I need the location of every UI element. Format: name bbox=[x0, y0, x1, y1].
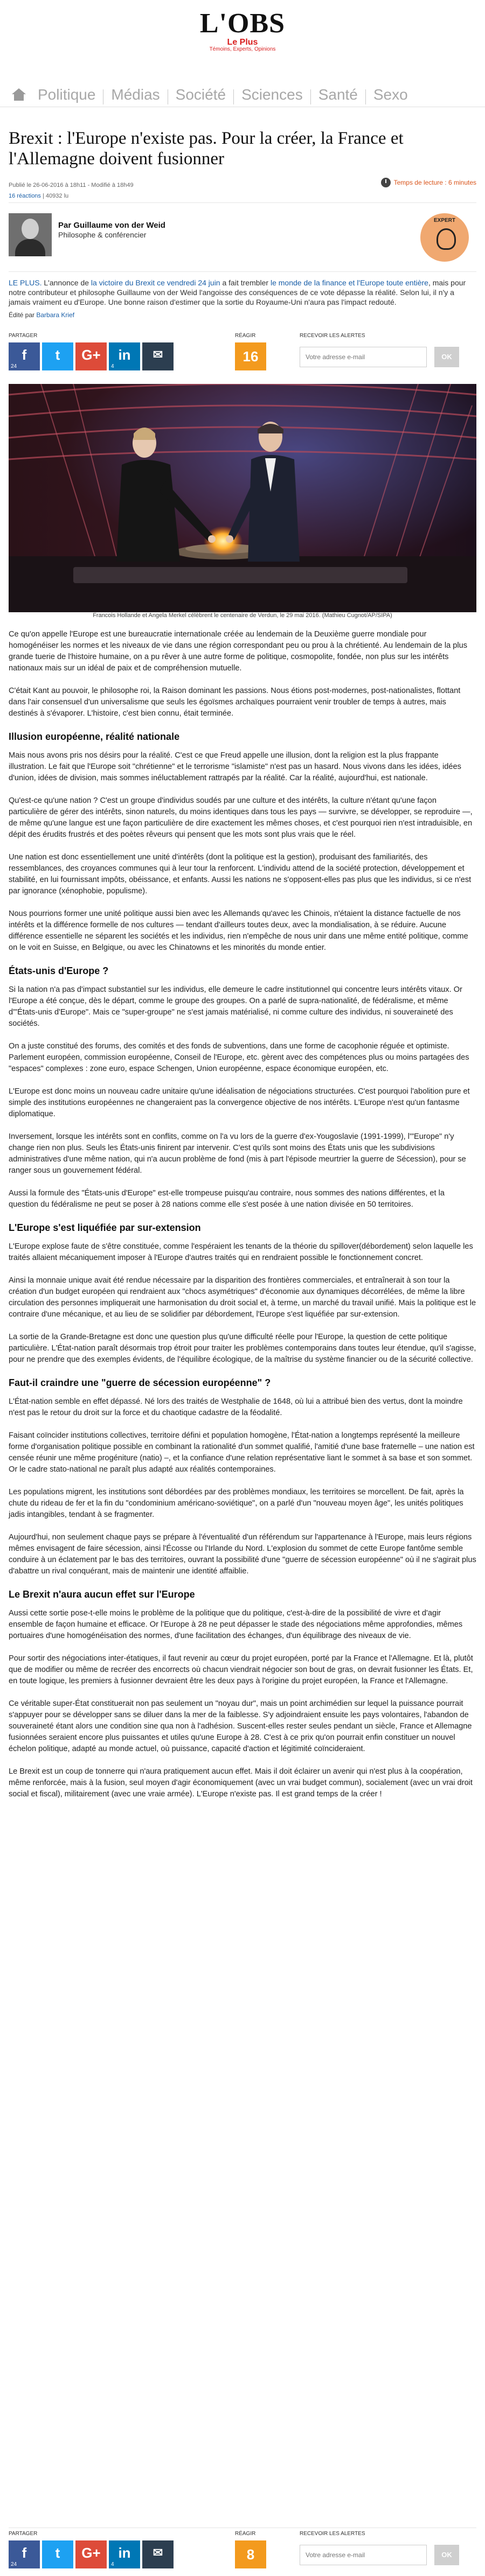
clock-icon bbox=[381, 178, 391, 187]
react-label: RÉAGIR bbox=[235, 333, 256, 339]
editor-name[interactable]: Barbara Krief bbox=[36, 311, 75, 319]
reading-time-label: Temps de lecture : 6 minutes bbox=[393, 179, 476, 186]
body-paragraph: Les populations migrent, les institutions sont débordées par des problèmes mondiaux, les territoires se morcellent. De fait, après la chute du rideau de fer et la fin du "condominium américano-soviétique", on a parlé d'un "nouveau moyen âge", les unités politiques jadis intangibles, tendant à se fragmenter. bbox=[9, 1488, 464, 1519]
email-share-button[interactable]: ✉ bbox=[142, 342, 174, 370]
alerts-label: RECEVOIR LES ALERTES bbox=[300, 333, 365, 339]
body-subheading: Illusion européenne, réalité nationale bbox=[9, 731, 180, 742]
divider bbox=[9, 202, 476, 203]
photo-caption: Francois Hollande et Angela Merkel célèbrent le centenaire de Verdun, le 29 mai 2016. (Mathieu Cugnot/AP/SIPA) bbox=[93, 612, 392, 619]
body-paragraph: Faisant coïncider institutions collectives, territoire défini et population homogène, l'État-nation a longtemps représenté la meilleure forme d'organisation politique possible en combinant la rationalité d'un sommet qualifié, l'amitié d'une base fraternelle – une nation est censée réunir une même progéniture (natio) –, et la confiance d'une relation représentative liant le sommet à sa base et son sommet. Or le cadre stato-national ne paraît plus adapté aux réalités contemporaines. bbox=[9, 1431, 475, 1474]
article-photo bbox=[9, 384, 476, 612]
body-paragraph: L'État-nation semble en effet dépassé. Né lors des traités de Westphalie de 1648, où lui a attribué bien des vertus, dont la moindre n'est pas le retour du droit sur la force et du chaotique cadastre de la féodalité. bbox=[9, 1397, 463, 1417]
react-button[interactable]: 8 bbox=[235, 2540, 266, 2568]
share-bar-top bbox=[9, 333, 476, 376]
nav-item-sexo[interactable]: Sexo bbox=[373, 86, 408, 103]
edited-by bbox=[9, 311, 74, 319]
lead-text: , mais pour notre contributeur et philosophe Guillaume von der Weid l'angoisse des conséquences de ce vote dépasse la réalité. Selon lui, il n'y a jamais vraiment eu d'Europe. Une bonne raison d'estimer que la sortie du Royaume-Uni n'aura pas l'impact redouté. bbox=[9, 278, 466, 306]
body-paragraph: Ce qu'on appelle l'Europe est une bureaucratie internationale créée au lendemain de la Deuxième guerre mondiale pour homogénéiser les normes et les niveaux de vie dans une région correspondant peu ou prou à la chrétienté. Au lendemain de la plus grande tuerie de l'histoire humaine, on a pu rêver à une autre forme de politique, cosmopolite, fondée, non plus sur les intérêts nationaux mais sur un idéal de paix et de compréhension mutuelle. bbox=[9, 630, 468, 673]
twitter-share-button[interactable]: t bbox=[42, 2540, 73, 2568]
expert-badge-label: EXPERT bbox=[433, 218, 455, 223]
site-header bbox=[0, 0, 485, 52]
linkedin-count: 4 bbox=[111, 2561, 114, 2567]
linkedin-share-button[interactable]: in 4 bbox=[109, 2540, 140, 2568]
divider bbox=[9, 271, 476, 272]
body-paragraph: Nous pourrions former une unité politique aussi bien avec les Allemands qu'avec les Chinois, n'étaient la distance factuelle de nos intérêts et la différence formelle de nos cultures — tendant d'ailleurs toutes deux, avec la mondialisation, à se réduire. Aucune différence essentielle ne séparent les sociétés et les individus, rien n'empêche de nous unir dans une même entité politique, comme on le voit en Suisse, en Belgique, ou avec les Chinatowns et les minorités du monde entier. bbox=[9, 909, 468, 952]
share-label: PARTAGER bbox=[9, 333, 38, 339]
stats-separator: | bbox=[43, 193, 46, 199]
article-title: Brexit : l'Europe n'existe pas. Pour la créer, la France et l'Allemagne doivent fusionner bbox=[9, 129, 404, 169]
author-byline bbox=[58, 221, 165, 230]
body-paragraph: Qu'est-ce qu'une nation ? C'est un groupe d'individus soudés par une culture et des intérêts, la culture n'étant qu'une façon particulière de gérer des intérêts, sinon naturels, du moins identiques dans tous les pays — survivre, se développer, se reproduire —, de même qu'une langue est une façon particulière de dire exactement les mêmes choses, et c'est pourquoi rien n'est intraduisible, en dépit des érudits frustrés et des poètes rêveurs qui pensent que les mots sont plus vrais que le réel. bbox=[9, 796, 473, 839]
author-role: Philosophe & conférencier bbox=[58, 230, 147, 239]
site-tagline: Témoins, Experts, Opinions bbox=[209, 46, 276, 52]
react-label: RÉAGIR bbox=[235, 2531, 256, 2537]
alerts-email-input[interactable] bbox=[300, 347, 427, 367]
share-label: PARTAGER bbox=[9, 2531, 38, 2537]
linkedin-count: 4 bbox=[111, 363, 114, 369]
body-subheading: Le Brexit n'aura aucun effet sur l'Europe bbox=[9, 1589, 195, 1600]
nav-item-politique[interactable]: Politique bbox=[38, 86, 96, 103]
lightbulb-icon bbox=[436, 228, 456, 250]
body-paragraph: On a juste constitué des forums, des comités et des fonds de subventions, dans une forme de cacophonie réguée et optimiste. Parlement européen, commission européenne, Conseil de l'Europe, etc. gèrent avec des compétences plus ou moins partagées des "espaces" complexes : zone euro, espace Schengen, Union européenne, espace économique européen, etc. bbox=[9, 1042, 469, 1073]
body-paragraph: Si la nation n'a pas d'impact substantiel sur les individus, elle demeure le cadre institutionnel qui concentre leurs intérêts vitaux. Or l'Europe a été conçue, dès le départ, comme le groupe des groupes. On a parlé de supra-nationalité, de fédéralisme, et même d'"États-unis d'Europe". Mais ce "super-groupe" ne s'est jamais matérialisé, ni comme culture des individus, ni souveraineté des sociétés. bbox=[9, 985, 462, 1028]
reactions-link[interactable]: 16 réactions bbox=[9, 193, 41, 199]
lead-prefix: LE PLUS. bbox=[9, 278, 44, 287]
expert-badge bbox=[420, 213, 469, 262]
googleplus-share-button[interactable]: G+ bbox=[75, 342, 107, 370]
site-logo[interactable]: L'OBS bbox=[199, 8, 286, 39]
body-paragraph: L'Europe est donc moins un nouveau cadre unitaire qu'une idéalisation de négociations structurées. C'est pourquoi l'abolition pure et simple des institutions européennes ne changeraient pas la convergence objective de nos intérêts. L'Europe n'est qu'un fantasme diplomatique. bbox=[9, 1087, 470, 1118]
body-subheading: États-unis d'Europe ? bbox=[9, 965, 109, 976]
article-lead bbox=[9, 278, 476, 307]
body-paragraph: Ce véritable super-État constituerait non pas seulement un "noyau dur", mais un point archimédien sur lequel la puissance pourrait s'appuyer pour se développer sans se diluer dans la mer de la faiblesse. S'y adjoindraient ensuite les pays volontaires, l'abandon de souveraineté étant alors une condition sine qua non à l'adhésion. Suscent-elles rester seules pendant un siècle, France et Allemagne fusionnées seraient encore plus puissantes et utiles qu'une Europe à 28. C'est à ce prix qu'on pourrait enfin constituer un nouvel échelon politique, adapté au monde actuel, où puissance, capacité d'action et légitimité coïncideraient. bbox=[9, 1699, 472, 1753]
nav-separator bbox=[310, 89, 311, 104]
author-avatar[interactable] bbox=[9, 213, 52, 256]
body-subheading: L'Europe s'est liquéfiée par sur-extension bbox=[9, 1222, 201, 1233]
lead-text: a fait trembler bbox=[220, 278, 271, 287]
publication-date: Publié le 26-06-2016 à 18h11 - Modifié à 18h49 bbox=[9, 182, 134, 188]
body-paragraph: Pour sortir des négociations inter-étatiques, il faut revenir au cœur du projet européen, porté par la France et l'Allemagne. Et là, plutôt que de modifier ou même de recréer des encorrects où chacun viendrait négocier son bout de gras, on devrait fusionner les États. Et, en toute logique, les premiers à fusionner devraient être les deux pays à l'origine du projet européen, la France et l'Allemagne. bbox=[9, 1654, 473, 1685]
site-section-logo[interactable]: Le Plus bbox=[227, 38, 258, 47]
lead-text: L'annonce de bbox=[44, 278, 91, 287]
author-by-label: Par bbox=[58, 221, 72, 230]
nav-separator bbox=[365, 89, 366, 104]
share-bar-bottom bbox=[9, 2531, 476, 2574]
lead-link-finance[interactable]: le monde de la finance et l'Europe toute entière bbox=[270, 278, 428, 287]
nav-item-sciences[interactable]: Sciences bbox=[241, 86, 303, 103]
home-icon[interactable] bbox=[12, 88, 26, 101]
body-paragraph: Aujourd'hui, non seulement chaque pays se prépare à l'éventualité d'un référendum sur l'appartenance à l'Europe, mais leurs régions mêmes envisagent de faire sécession, ainsi l'Écosse ou l'Irlande du Nord. L'explosion du sommet de cette Europe fantôme semble conduire à un éclatement par le bas des territoires, ouvrant la possibilité d'une "guerre de sécession européenne" où il ne s'agirait plus d'abattre un rival conquérant, mais de maintenir une identité affaiblie. bbox=[9, 1533, 476, 1576]
reads-count: 40932 lu bbox=[45, 193, 69, 199]
body-paragraph: L'Europe explose faute de s'être constituée, comme l'espéraient les tenants de la théorie du spillover(débordement) selon laquelle les traités allaient mécaniquement imposer à l'Europe d'autres traités qui en rendraient possible le fonctionnement concret. bbox=[9, 1242, 473, 1262]
main-nav bbox=[0, 85, 485, 107]
nav-item-medias[interactable]: Médias bbox=[111, 86, 160, 103]
alerts-email-input[interactable] bbox=[300, 2545, 427, 2565]
facebook-count: 24 bbox=[11, 363, 17, 369]
nav-item-sante[interactable]: Santé bbox=[318, 86, 358, 103]
react-button[interactable]: 16 bbox=[235, 342, 266, 370]
facebook-share-button[interactable]: f 24 bbox=[9, 2540, 40, 2568]
photo-hollande-merkel-verdun bbox=[9, 384, 476, 612]
body-paragraph: Inversement, lorsque les intérêts sont en conflits, comme on l'a vu lors de la guerre d'ex-Yougoslavie (1991-1999), l'"Europe" n'y change rien non plus. Seuls les États-unis finirent par intervenir. C'est qu'ils sont moins des États unis que les subdivisions administratives d'une même nation, qui n'a aucun problème de fond (mis à part l'épisode meurtrier la guerre de Sécession), pour se ranger sous un gouvernement fédéral. bbox=[9, 1132, 466, 1175]
article-body bbox=[9, 629, 476, 1811]
edited-label: Édité par bbox=[9, 311, 37, 319]
body-subheading: Faut-il craindre une "guerre de sécession européenne" ? bbox=[9, 1377, 271, 1388]
reading-time bbox=[381, 178, 476, 187]
author-name[interactable]: Guillaume von der Weid bbox=[73, 221, 165, 230]
email-share-button[interactable]: ✉ bbox=[142, 2540, 174, 2568]
facebook-share-button[interactable]: f 24 bbox=[9, 342, 40, 370]
body-paragraph: Une nation est donc essentiellement une unité d'intérêts (dont la politique est la gestion), produisant des familiarités, des ressemblances, des croyances communes qui à leur tour la renforcent. L'individu attend de la société protection, développement et stabilité, en lui fournissant impôts, obéissance, et enfants. Aussi les nations ne s'opposent-elles pas plus que les individus, si ce n'est par ignorance (xénophobie, populisme). bbox=[9, 853, 472, 895]
facebook-count: 24 bbox=[11, 2561, 17, 2567]
nav-separator bbox=[233, 89, 234, 104]
body-paragraph: Aussi la formule des "États-unis d'Europe" est-elle trompeuse puisqu'au contraire, nous sommes des nations différentes, et la question du fédéralisme ne peut se poser à 28 nations comme elle s'est posée à une nation divisée en 50 territoires. bbox=[9, 1189, 445, 1209]
linkedin-share-button[interactable]: in 4 bbox=[109, 342, 140, 370]
article-stats bbox=[9, 193, 68, 199]
googleplus-share-button[interactable]: G+ bbox=[75, 2540, 107, 2568]
body-paragraph: Ainsi la monnaie unique avait été rendue nécessaire par la disparition des frontières commerciales, et entraînerait à son tour la création d'un budget européen qui rendraient aux "chocs asymétriques" d'économie aux dynamiques décorrélées, de même la libre circulation des personnes impliquerait une harmonisation du droit social et, à terme, un marché du travail unifié. Mais la politique est le contraire d'une mécanique, et au lieu de se solidifier par débordement, l'Europe s'est liquéfiée par sur-extension. bbox=[9, 1276, 476, 1319]
body-paragraph: La sortie de la Grande-Bretagne est donc une question plus qu'une difficulté réelle pour l'Europe, la question de cette politique particulière. L'État-nation paraît désormais trop étroit pour traiter les problèmes contemporains dans toutes leur étendue, qu'il s'agisse, pour ne prendre que des exemples évidents, de l'équilibre écologique, de la maîtrise du système financier ou de la sécurité collective. bbox=[9, 1333, 476, 1364]
nav-item-societe[interactable]: Société bbox=[175, 86, 226, 103]
body-paragraph: C'était Kant au pouvoir, le philosophe roi, la Raison dominant les passions. Nous étions post-modernes, post-nationalistes, flottant dans l'air consensuel d'un universalisme que seuls les égoïsmes archaïques pourraient venir troubler de temps à autres, mais destinés à s'évaporer. L'histoire, c'est bien connu, était terminée. bbox=[9, 687, 461, 718]
alerts-ok-button[interactable]: OK bbox=[434, 2545, 459, 2565]
alerts-label: RECEVOIR LES ALERTES bbox=[300, 2531, 365, 2537]
alerts-ok-button[interactable]: OK bbox=[434, 347, 459, 367]
body-paragraph: Aussi cette sortie pose-t-elle moins le problème de la politique que du politique, c'est-à-dire de la possibilité de vivre et d'agir ensemble de façon humaine et efficace. Or l'Europe à 28 ne peut dépasser le stade des négociations même approfondies, mêmes portuaires d'une homogénéisation des normes, d'une facilitation des échanges, d'un équilibrage des niveaux de vie. bbox=[9, 1609, 463, 1640]
twitter-share-button[interactable]: t bbox=[42, 342, 73, 370]
lead-link-brexit[interactable]: la victoire du Brexit ce vendredi 24 juin bbox=[91, 278, 220, 287]
body-paragraph: Mais nous avons pris nos désirs pour la réalité. C'est ce que Freud appelle une illusion, dont la religion est la plus frappante illustration. Le fait que l'Europe soit "chrétienne" et le terrorisme "islamiste" n'est pas un hasard. Nous vivons dans les idées, idées d'union, idées de division, mais sommes inéluctablement rattrapés par la réalité. Car la réalité, aujourd'hui, est nationale. bbox=[9, 751, 461, 782]
body-paragraph: Le Brexit est un coup de tonnerre qui n'aura pratiquement aucun effet. Mais il doit éclairer un avenir qui n'est plus à la coopération, même renforcée, mais à la fusion, seul moyen d'agir économiquement (avec un vrai budget commun), socialement (avec un vrai droit social et fiscal), militairement (avec une vraie armée). L'Europe n'existe pas. Il est grand temps de la créer ! bbox=[9, 1767, 473, 1798]
